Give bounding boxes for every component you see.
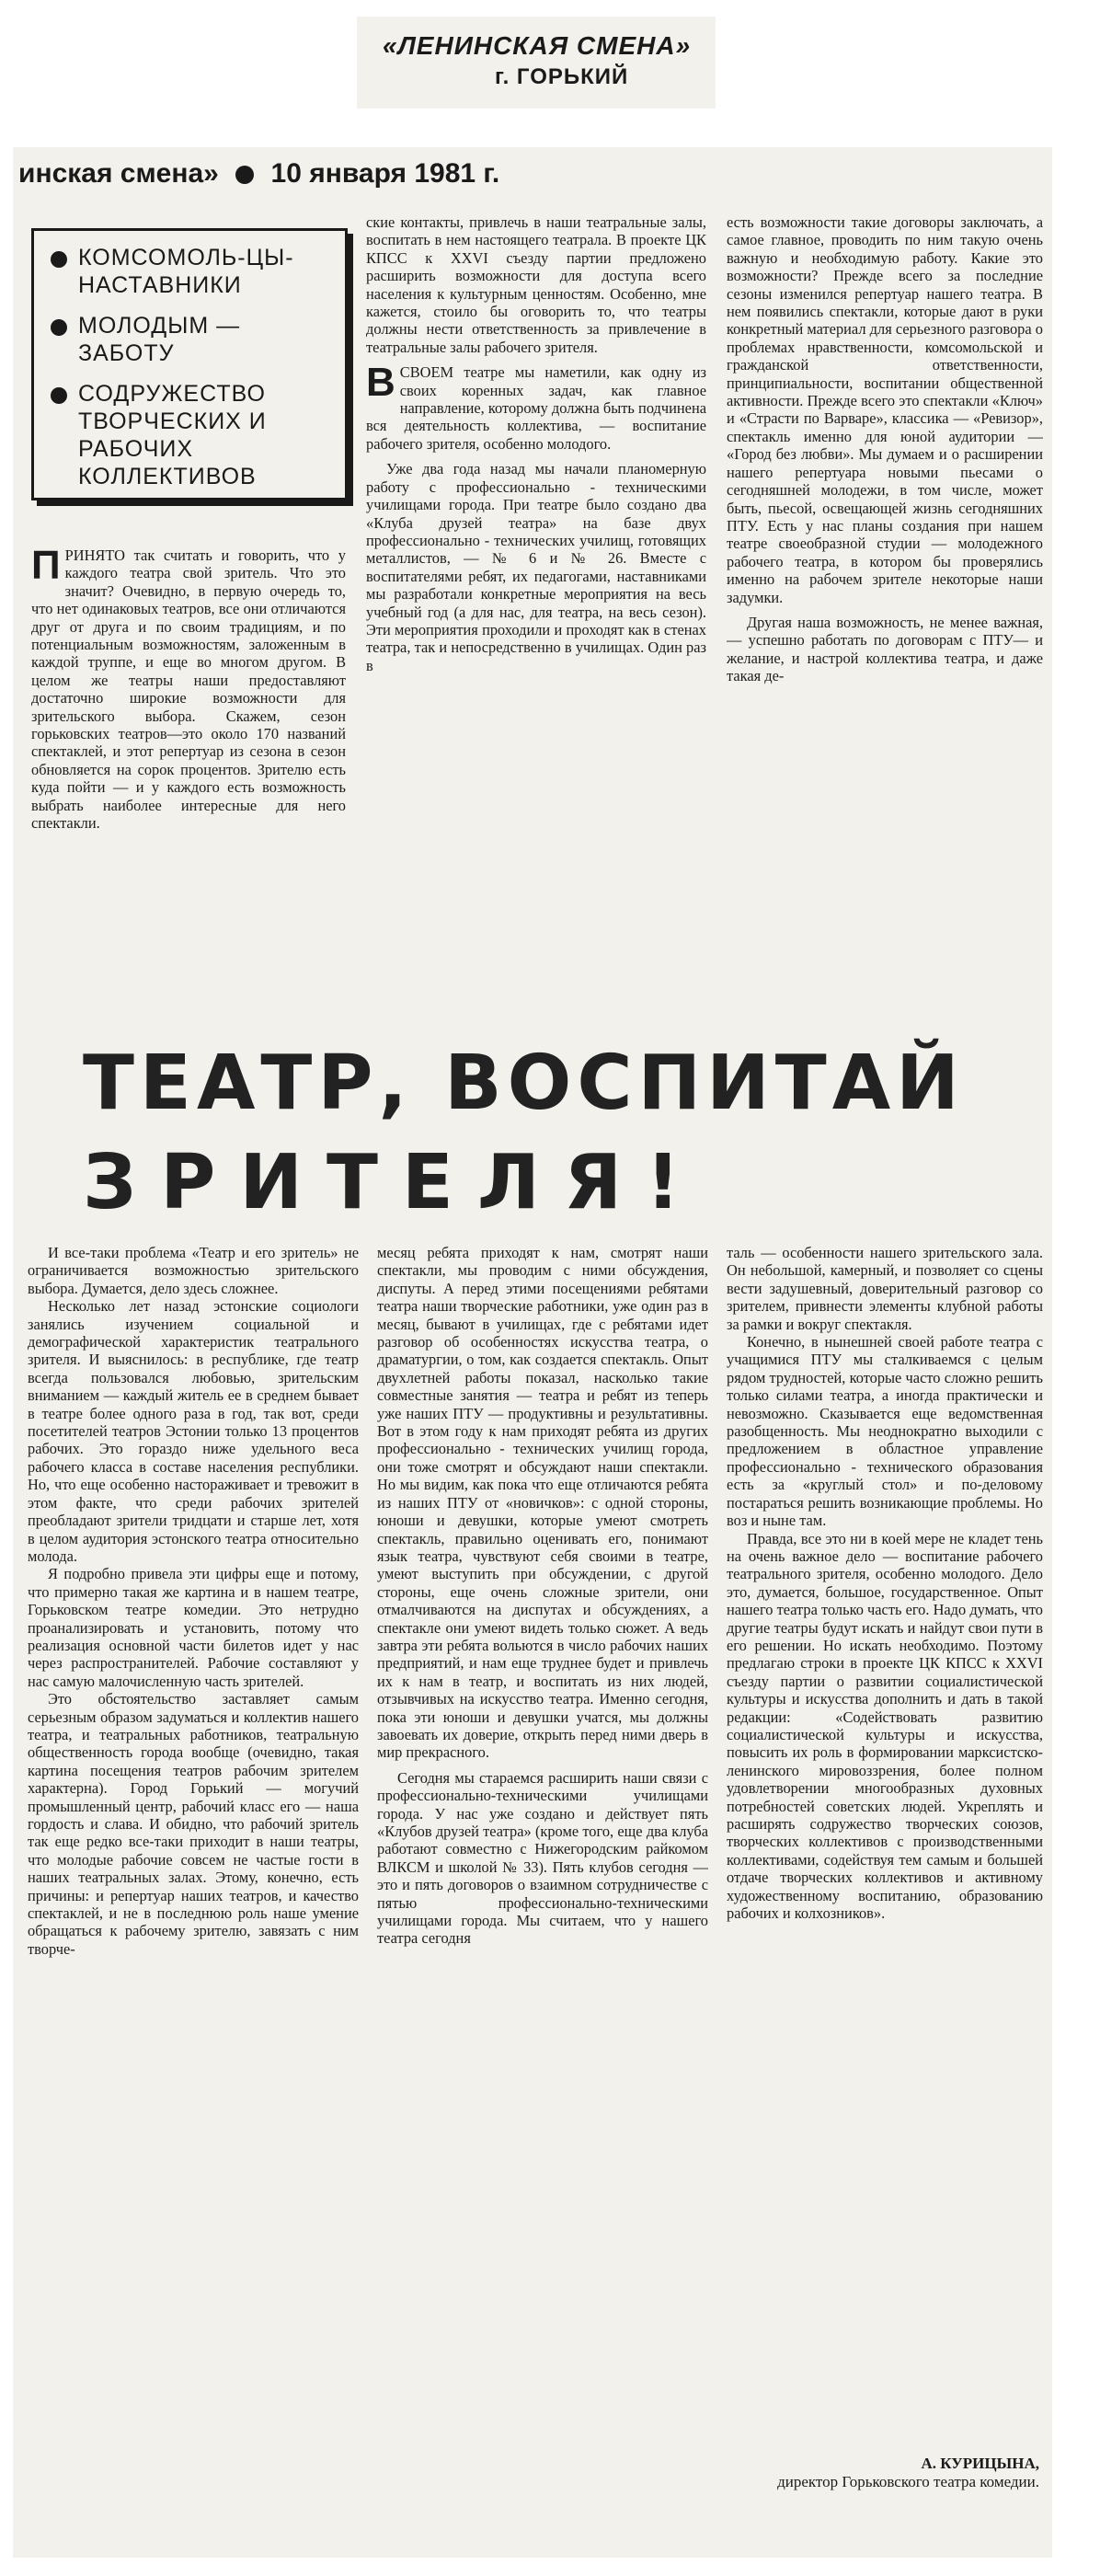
signature <box>736 2455 1039 2491</box>
paragraph: месяц ребята приходят к нам, смотрят наши спектакли, мы проводим с ними обсуждения, диспуты. А перед этими посещениями ребятами театра наши творческие работники, уже один раз в месяц, бывают в училищах, где с ребятами идет разговор об особенностях искусства театра, о драматургии, о том, как создается спектакль. Опыт двухлетней работы показал, насколько такие совместные занятия — театра и ребят из теперь уже наших ПТУ — продуктивны и результативны. Вот в этом году к нам приходят ребята из других профессионально - технических училищ города, они тоже смотрят и обсуждают наши спектакли. Но мы видим, как пока что еще отличаются ребята из наших ПТУ от «новичков»: с одной стороны, юноши и девушки, которые умеют смотреть спектакль, правильно оценивать его, понимают язык театра, чувствуют себя своими в театре, умеют выступить при обсуждении, с другой стороны, еще очень сложные зрители, они отмалчиваются на диспутах и обсуждениях, а спектакле они умеют видеть только сюжет. А ведь завтра эти ребята вольются в число рабочих наших предприятий, и нам еще труднее будет и привлечь их к нам в театр, и воспитать из них людей, отзывчивых на искусство театра. Именно сегодня, пока эти юноши и девушки учатся, мы должны завоевать их доверие, открыть перед ними дверь в мир прекрасного. <box>377 1244 708 1762</box>
dateline <box>18 158 662 195</box>
paragraph: Несколько лет назад эстонские социологи занялись изучением социальной и демографической характеристик театрального зрителя. И выяснилось: в республике, где театр всегда пользовался любовью, зрительским вниманием — каждый житель ее в среднем бывает в театре более одного раза в год, так вот, среди посетителей театров Эстонии только 13 процентов рабочих. Это гораздо ниже удельного веса рабочего класса в составе населения республики. Но, что еще особенно настораживает и тревожит в этом факте, что среди рабочих зрителей преобладают зрители тридцати и старше лет, хотя в целом аудитория эстонского театра относительно молода. <box>28 1297 359 1565</box>
bottom-column-1 <box>28 1244 359 2550</box>
paragraph: ские контакты, привлечь в наши театральные залы, воспитать в нем настоящего театрала. В проекте ЦК КПСС к XXVI съезду партии предложено расширить возможности для доступа всего населения к культурным ценностям. Особенно, мне кажется, стоило бы оговорить то, что театры должны нести ответственность за привлечение в театральные залы рабочего зрителя. <box>366 213 706 356</box>
paragraph: Уже два года назад мы начали планомерную работу с профессионально - техническими училищами города. При театре было создано два «Клуба друзей театра» на базе двух профессионально - технических училищ, готовящих металлистов, — № 6 и № 26. Вместе с воспитателями ребят, их педагогами, наставниками мы разработали конкретные мероприятия на весь учебный год (а для нас, для театра, на весь сезон). Эти мероприятия проходили и проходят как в стенах театра, так и непосредственно в училищах. Один раз в <box>366 460 706 674</box>
bullet-icon <box>51 387 67 404</box>
bottom-column-2 <box>377 1244 708 2550</box>
paragraph: ПРИНЯТО так считать и говорить, что у каждого театра свой зритель. Что это значит? Очевидно, в первую очередь то, что нет одинаковых театров, все они отличаются друг от друга и по своим традициям, и по потенциальным возможностям, заложенным в каждой труппе, и еще во многом другом. В целом же театры наши предоставляют достаточно широкие возможности для зрительского выбора. Скажем, сезон горьковских театров—это около 170 названий спектаклей, и этот репертуар из сезона в сезон обновляется на сорок процентов. Зрителю есть куда пойти — и у каждого есть возможность выбрать наиболее интересные для него спектакли. <box>31 543 346 833</box>
top-column-1 <box>31 543 346 1025</box>
dateline-paper: инская смена» <box>18 158 219 189</box>
paragraph: Я подробно привела эти цифры еще и потому, что примерно такая же картина и в нашем театре, Горьковском театре комедии. Это нетрудно проанализировать и установить, потому что реализация основной части билетов идет у нас через распространителей. Рабочие составляют у нас самую малочисленную часть зрителей. <box>28 1565 359 1690</box>
author-name: А. КУРИЦЫНА, <box>921 2455 1039 2472</box>
paragraph: Сегодня мы стараемся расширить наши связи с профессионально-техническими училищами города. У нас уже создано и действует пять «Клубов друзей театра» (кроме того, еще два клуба работают совместно с Нижегородским райкомом ВЛКСМ и школой № 33). Пять клубов сегодня — это и пять договоров о взаимном сотрудничестве с пятью профессионально-техническими училищами города. Мы считаем, что у нашего театра сегодня <box>377 1768 708 1948</box>
rubric-item: СОДРУЖЕСТВО ТВОРЧЕСКИХ И РАБОЧИХ КОЛЛЕКТИВОВ <box>41 380 336 490</box>
top-column-2 <box>366 213 706 1023</box>
rubric-box <box>31 228 348 500</box>
rubric-item: МОЛОДЫМ — ЗАБОТУ <box>41 312 336 367</box>
headline-line-2: ЗРИТЕЛЯ! <box>83 1139 705 1226</box>
paragraph: В СВОЕМ театре мы наметили, как одну из своих коренных задач, как главное направление, которому должна быть подчинена вся деятельность коллектива, — воспитание рабочего зрителя, особенно молодого. <box>366 360 706 453</box>
paragraph: есть возможности такие договоры заключать, а самое главное, проводить по ним такую очень важную и необходимую работу. Какие это возможности? Прежде всего за последние сезоны изменился репертуар нашего театра. В нем появились спектакли, которые дают в руки конкретный материал для серьезного разговора о проблемах нравственности, комсомольской и гражданской ответственности, принципиальности, воспитании общественной активности. Прежде всего это спектакли «Ключ» и «Страсти по Варваре», классика — «Ревизор», спектакль именно для юной аудитории — «Город без любви». Мы думаем и о расширении нашего репертуара новыми пьесами о сегодняшней молодежи, в том числе, может быть, пьесой, освещающей жизнь сегодняшних ПТУ. Есть у нас планы создания при нашем театре своеобразной студии — молодежного рабочего театра, в котором бы проверялись именно на рабочем зрителе некоторые наши задумки. <box>727 213 1043 606</box>
masthead-city: г. ГОРЬКИЙ <box>495 64 629 89</box>
masthead-paper-name: «ЛЕНИНСКАЯ СМЕНА» <box>383 31 692 60</box>
headline-line-1: ТЕАТР, ВОСПИТАЙ <box>83 1040 965 1127</box>
bullet-icon <box>51 319 67 336</box>
paragraph: И все-таки проблема «Театр и его зритель» не ограничивается возможностью зрительского выбора. Думается, дело здесь сложнее. <box>28 1244 359 1297</box>
bottom-column-3 <box>727 1244 1043 2440</box>
dateline-dot <box>235 166 254 184</box>
paragraph: Это обстоятельство заставляет самым серьезным образом задуматься и коллектив нашего театра, и театральных работников, театральную общественность города вообще (очевидно, такая картина посещения театров рабочим зрителем характерна). Город Горький — могучий промышленный центр, рабочий класс его — наша гордость и слава. И обидно, что рабочий зритель так еще редко все-таки приходит в наши театры, что молодые рабочие совсем не частые гости в наших театральных залах. Этому, конечно, есть причины: и репертуар наших театров, и качество спектаклей, и не в последнюю роль наше умение обращаться к рабочему зрителю, завязать с ним творче- <box>28 1690 359 1958</box>
author-title: директор Горьковского театра комедии. <box>777 2473 1039 2490</box>
paragraph: Конечно, в нынешней своей работе театра с учащимися ПТУ мы сталкиваемся с целым рядом трудностей, которые часто сложно решить только силами театра, а иногда практически и невозможно. Сказывается еще ведомственная разобщенность. Мы неоднократно выходили с предложением в областное управление профессионально - технического образования есть за «круглый стол» и по-деловому постараться решить возникающие проблемы. Но воз и ныне там. <box>727 1333 1043 1530</box>
top-column-3 <box>727 213 1043 1023</box>
paragraph: таль — особенности нашего зрительского зала. Он небольшой, камерный, и позволяет со сцены вести задушевный, доверительный разговор со зрителем, привнести элементы клубной работы за рамки и вокруг спектакля. <box>727 1244 1043 1333</box>
rubric-item: КОМСОМОЛЬ-ЦЫ-НАСТАВНИКИ <box>41 244 336 299</box>
masthead-clipping <box>357 17 716 109</box>
dropcap: В <box>366 360 395 406</box>
bullet-icon <box>51 251 67 268</box>
paragraph: Другая наша возможность, не менее важная, — успешно работать по договорам с ПТУ— и желание, и настрой коллектива театра, и даже такая де- <box>727 613 1043 685</box>
paragraph: Правда, все это ни в коей мере не кладет тень на очень важное дело — воспитание рабочего театрального зрителя, особенно молодого. Дело это, думается, большое, государственное. Опыт нашего театра только часть его. Надо думать, что другие театры будут искать и найдут свои пути в его решении. Но искать необходимо. Поэтому предлагаю строки в проекте ЦК КПСС к XXVI съезду партии о развитии социалистической культуры и искусства дополнить и дать в такой редакции: «Содействовать развитию социалистической культуры и искусства, повысить их роль в формировании марксистско-ленинского мировоззрения, более полном удовлетворении многообразных духовных потребностей советских людей. Укреплять и расширять содружество творческих союзов, творческих коллективов с производственными коллективами, содействуя тем самым и большей отдаче творческих коллективов и активному художественному воспитанию, образованию рабочих и колхозников». <box>727 1529 1043 1923</box>
dropcap: П <box>31 543 61 588</box>
dateline-date: 10 января 1981 г. <box>270 158 500 189</box>
